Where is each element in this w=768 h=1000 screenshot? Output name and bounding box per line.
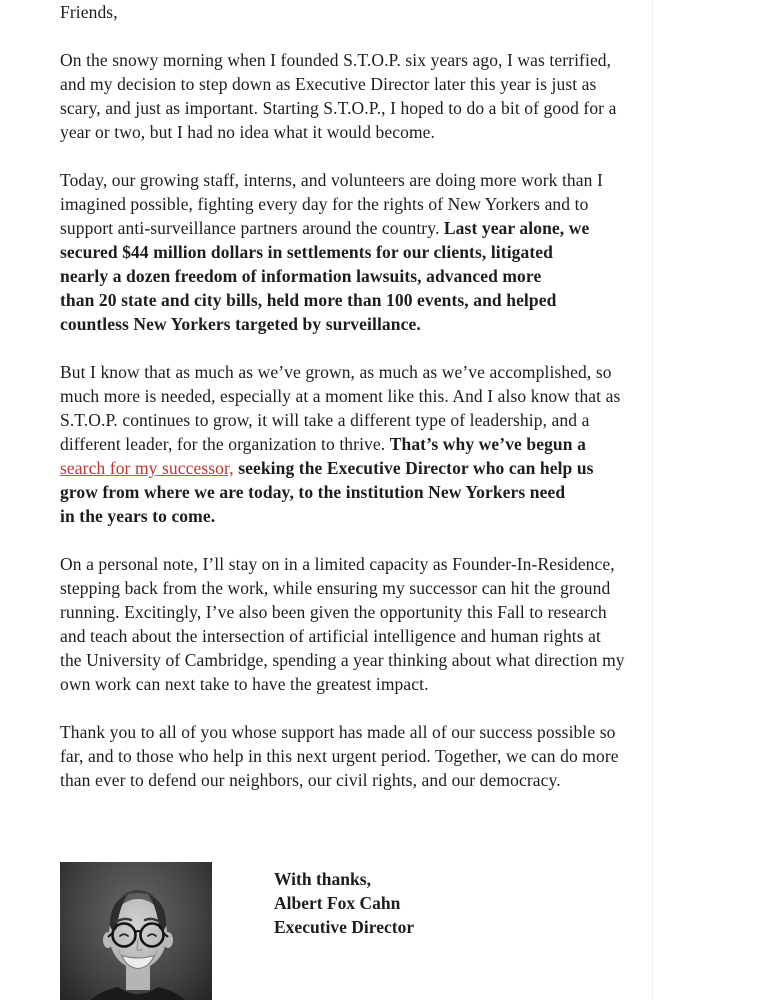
letter-text: than ever to defend our neighbors, our civil rights, and our democracy.: [60, 770, 561, 790]
letter-text: But I know that as much as we’ve grown, as much as we’ve accomplished, so: [60, 362, 612, 382]
paragraph: [60, 552, 666, 696]
letter-text: year or two, but I had no idea what it would become.: [60, 122, 436, 142]
letter-text: Friends,: [60, 2, 118, 22]
signature-name: Albert Fox Cahn: [274, 893, 401, 913]
letter-text-bold: seeking the Executive Director who can help us: [233, 458, 594, 478]
letter-text: running. Excitingly, I’ve also been given the opportunity this Fall to research: [60, 602, 607, 622]
letter-text: imagined possible, fighting every day for the rights of New Yorkers and to: [60, 194, 589, 214]
letter-text-bold: secured $44 million dollars in settlements for our clients, litigated: [60, 242, 553, 262]
successor-search-link[interactable]: search for my successor,: [60, 458, 234, 478]
letter-text: much more is needed, especially at a moment like this. And I also know that as: [60, 386, 621, 406]
signature-title: Executive Director: [274, 917, 415, 937]
letter-text: and teach about the intersection of artificial intelligence and human rights at: [60, 626, 601, 646]
paragraph: [60, 0, 666, 24]
letter-text: On the snowy morning when I founded S.T.O.P. six years ago, I was terrified,: [60, 50, 612, 70]
letter-text: On a personal note, I’ll stay on in a limited capacity as Founder-In-Residence,: [60, 554, 615, 574]
letter-text: Today, our growing staff, interns, and volunteers are doing more work than I: [60, 170, 603, 190]
signature-text: [274, 862, 414, 939]
letter-text: S.T.O.P. continues to grow, it will take a different type of leadership, and a: [60, 410, 590, 430]
letter-text-bold: Last year alone, we: [443, 218, 590, 238]
letter-text: the University of Cambridge, spending a year thinking about what direction my: [60, 650, 625, 670]
signature-photo: [60, 862, 212, 1000]
paragraph: [60, 720, 666, 792]
letter-text: far, and to those who help in this next urgent period. Together, we can do more: [60, 746, 619, 766]
letter-text-bold: grow from where we are today, to the institution New Yorkers need: [60, 482, 566, 502]
paragraph: [60, 360, 666, 528]
signature-block: [60, 862, 414, 1000]
paragraph: [60, 168, 666, 336]
signature-closing: With thanks,: [274, 869, 371, 889]
letter-text: own work can next take to have the greatest impact.: [60, 674, 429, 694]
letter-text: and my decision to step down as Executive Director later this year is just as: [60, 74, 597, 94]
letter-text: different leader, for the organization to thrive.: [60, 434, 390, 454]
letter-text: support anti-surveillance partners around the country.: [60, 218, 444, 238]
letter-body: [60, 0, 666, 816]
letter-text: Thank you to all of you whose support has made all of our success possible so: [60, 722, 616, 742]
letter-text-bold: than 20 state and city bills, held more than 100 events, and helped: [60, 290, 557, 310]
letter-text-bold: nearly a dozen freedom of information lawsuits, advanced more: [60, 266, 542, 286]
letter-text-bold: in the years to come.: [60, 506, 216, 526]
content-right-border: [652, 0, 653, 1000]
letter-text-bold: countless New Yorkers targeted by surveillance.: [60, 314, 421, 334]
letter-text: scary, and just as important. Starting S.T.O.P., I hoped to do a bit of good for a: [60, 98, 617, 118]
paragraph: [60, 48, 666, 144]
portrait-photo: [60, 862, 212, 1000]
letter-text: stepping back from the work, while ensuring my successor can hit the ground: [60, 578, 611, 598]
letter-text-bold: That’s why we’ve begun a: [389, 434, 586, 454]
